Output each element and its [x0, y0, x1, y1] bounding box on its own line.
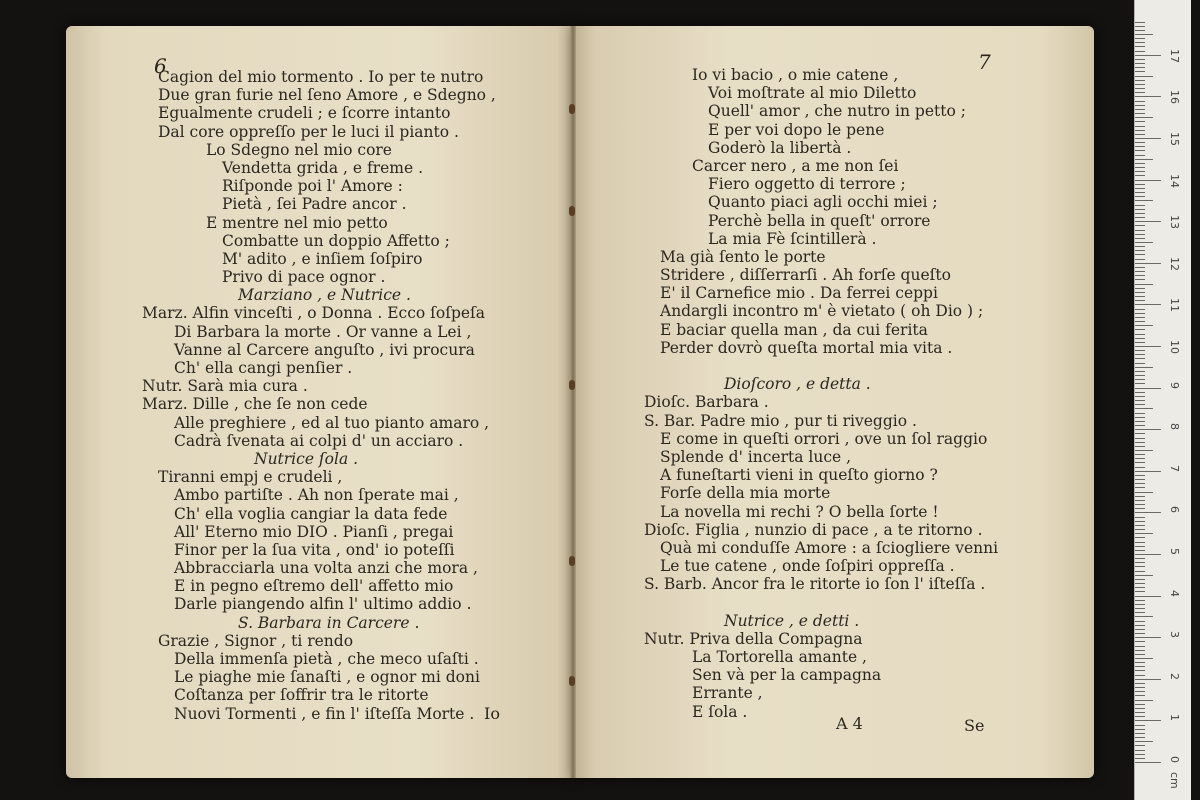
ruler-tick — [1135, 167, 1145, 168]
ruler-tick — [1135, 517, 1145, 518]
ruler-tick — [1135, 342, 1145, 343]
ruler-tick — [1135, 533, 1153, 534]
text-line: S. Barbara in Carcere . — [238, 613, 420, 632]
ruler-tick — [1135, 512, 1161, 513]
text-line: Privo di pace ognor . — [222, 268, 386, 287]
text-line: Forſe della mia morte — [660, 484, 831, 503]
ruler-tick — [1135, 254, 1145, 255]
right-catchword: Se — [964, 716, 985, 735]
ruler-tick — [1135, 454, 1145, 455]
ruler-label: 6 — [1168, 506, 1181, 514]
ruler-tick — [1135, 130, 1145, 131]
ruler-label: 10 — [1168, 340, 1181, 354]
text-line: Vendetta grida , e freme . — [222, 158, 424, 177]
ruler-tick — [1135, 658, 1153, 659]
ruler-tick — [1135, 591, 1145, 592]
ruler-tick — [1135, 217, 1145, 218]
ruler-tick — [1135, 467, 1145, 468]
text-line: Egualmente crudeli ; e ſcorre intanto — [158, 104, 451, 123]
ruler-tick — [1135, 76, 1153, 77]
ruler-tick — [1135, 687, 1145, 688]
ruler-unit-label: cm — [1168, 772, 1181, 789]
text-line: Riſponde poi l' Amore : — [222, 177, 403, 196]
ruler-tick — [1135, 134, 1145, 135]
text-line: A funeſtarti vieni in queſto giorno ? — [660, 466, 938, 485]
ruler-tick — [1135, 675, 1145, 676]
ruler-tick — [1135, 683, 1145, 684]
text-line: Splende d' incerta luce , — [660, 447, 852, 466]
ruler-tick — [1135, 379, 1145, 380]
ruler-tick — [1135, 708, 1145, 709]
text-line: Ch' ella cangi penſier . — [174, 359, 353, 377]
text-line: Quà mi conduſſe Amore : a ſciogliere venni — [660, 538, 999, 557]
ruler-tick — [1135, 192, 1145, 193]
ruler-tick — [1135, 338, 1145, 339]
ruler-tick — [1135, 180, 1161, 181]
ruler-tick — [1135, 716, 1145, 717]
ruler-tick — [1135, 733, 1145, 734]
text-line: Dal core oppreſſo per le luci il pianto . — [158, 122, 459, 141]
ruler-tick — [1135, 325, 1153, 326]
ruler-tick — [1135, 691, 1145, 692]
ruler-label: 1 — [1168, 714, 1181, 722]
ruler-tick — [1135, 46, 1145, 47]
ruler-tick — [1135, 38, 1145, 39]
text-line: Perder dovrò queſta mortal mia vita . — [660, 338, 953, 357]
text-line: Marziano , e Nutrice . — [238, 286, 411, 305]
ruler-tick — [1135, 363, 1145, 364]
ruler-tick — [1135, 637, 1161, 638]
ruler-tick — [1135, 159, 1153, 160]
text-line: Voi moſtrate al mio Diletto — [708, 84, 917, 103]
ruler-tick — [1135, 654, 1145, 655]
ruler-tick — [1135, 196, 1145, 197]
ruler-tick — [1135, 400, 1145, 401]
ruler-tick — [1135, 284, 1153, 285]
ruler-tick — [1135, 404, 1145, 405]
ruler-tick — [1135, 666, 1145, 667]
ruler-tick — [1135, 629, 1145, 630]
ruler-tick — [1135, 720, 1161, 721]
ruler-tick — [1135, 604, 1145, 605]
text-line: E per voi dopo le pene — [708, 120, 885, 139]
right-page-number: 7 — [978, 50, 991, 74]
ruler-tick — [1135, 371, 1145, 372]
ruler-tick — [1135, 267, 1145, 268]
ruler-tick — [1135, 42, 1145, 43]
signature-mark: A 4 — [836, 714, 863, 733]
text-line — [628, 357, 998, 375]
ruler-tick — [1135, 309, 1145, 310]
ruler-tick — [1135, 375, 1145, 376]
ruler-tick — [1135, 758, 1145, 759]
left-page-number: 6 — [154, 54, 167, 78]
ruler-tick — [1135, 500, 1145, 501]
text-line: Io vi bacio , o mie catene , — [692, 66, 899, 84]
ruler-tick — [1135, 745, 1145, 746]
text-line: Quell' amor , che nutro in petto ; — [708, 102, 966, 121]
ruler-tick — [1135, 442, 1145, 443]
ruler-tick — [1135, 288, 1145, 289]
text-line: Finor per la ſua vita , ond' io poteſſi — [174, 540, 455, 559]
ruler-tick — [1135, 458, 1145, 459]
ruler-tick — [1135, 234, 1145, 235]
ruler-tick — [1135, 633, 1145, 634]
ruler-tick — [1135, 230, 1145, 231]
ruler-tick — [1135, 566, 1145, 567]
ruler-tick — [1135, 546, 1145, 547]
left-catchword: Io — [484, 704, 500, 723]
ruler-tick — [1135, 662, 1145, 663]
ruler-tick — [1135, 754, 1145, 755]
ruler-tick — [1135, 121, 1145, 122]
ruler-tick — [1135, 200, 1153, 201]
ruler-tick — [1135, 670, 1145, 671]
ruler-tick — [1135, 679, 1161, 680]
text-line: Due gran furie nel ſeno Amore , e Sdegno , — [158, 86, 496, 105]
ruler-tick — [1135, 695, 1145, 696]
text-line: S. Bar. Padre mio , pur ti riveggio . — [644, 411, 917, 430]
ruler-tick — [1135, 421, 1145, 422]
ruler-tick — [1135, 600, 1145, 601]
text-line: Fiero oggetto di terrore ; — [708, 175, 906, 194]
binding-stitch — [569, 556, 575, 566]
ruler-tick — [1135, 67, 1145, 68]
ruler-tick — [1135, 263, 1161, 264]
ruler-tick — [1135, 175, 1145, 176]
text-line: Marz. Alfin vinceſti , o Donna . Ecco ſoſpeſa — [142, 304, 486, 323]
text-line: Nutr. Priva della Compagna — [644, 629, 863, 648]
ruler-tick — [1135, 571, 1145, 572]
text-line — [628, 593, 998, 611]
ruler-tick — [1135, 741, 1153, 742]
text-line: Le tue catene , onde ſoſpiri oppreſſa . — [660, 557, 955, 576]
ruler-tick — [1135, 55, 1161, 56]
text-line: Dioſcoro , e detta . — [724, 375, 871, 394]
ruler-tick — [1135, 92, 1145, 93]
ruler-tick — [1135, 583, 1145, 584]
ruler-tick — [1135, 300, 1145, 301]
ruler-tick — [1135, 496, 1145, 497]
ruler-tick — [1135, 26, 1145, 27]
ruler-tick — [1135, 113, 1145, 114]
ruler-tick — [1135, 84, 1145, 85]
ruler-tick — [1135, 521, 1145, 522]
ruler-tick — [1135, 725, 1145, 726]
text-line: Nutrice ſola . — [254, 449, 359, 468]
ruler-tick — [1135, 562, 1145, 563]
ruler-tick — [1135, 462, 1145, 463]
text-line: Lo Sdegno nel mio core — [206, 140, 392, 159]
text-line: Alle preghiere , ed al tuo pianto amaro , — [174, 413, 490, 432]
ruler-tick — [1135, 479, 1145, 480]
ruler-tick — [1135, 762, 1161, 763]
book-gutter — [570, 26, 576, 778]
ruler-tick — [1135, 88, 1145, 89]
text-line: Carcer nero , a me non ſei — [692, 156, 899, 175]
ruler-tick — [1135, 51, 1145, 52]
ruler-tick — [1135, 641, 1145, 642]
text-line: Goderò la libertà . — [708, 138, 852, 157]
ruler-tick — [1135, 279, 1145, 280]
ruler-label: 0 — [1168, 756, 1181, 763]
text-line: Stridere , diſſerrarſi . Ah forſe queſto — [660, 266, 951, 285]
ruler-tick — [1135, 313, 1145, 314]
ruler-tick — [1135, 492, 1153, 493]
ruler-tick — [1135, 646, 1145, 647]
ruler-tick — [1135, 105, 1145, 106]
text-line: All' Eterno mio DIO . Pianſi , pregai — [174, 522, 454, 541]
text-line: Perchè bella in queſt' orrore — [708, 211, 931, 230]
ruler-tick — [1135, 408, 1153, 409]
ruler-label: 14 — [1168, 173, 1181, 188]
ruler-tick — [1135, 729, 1145, 730]
ruler-tick — [1135, 138, 1161, 139]
text-line: Coſtanza per ſoffrir tra le ritorte — [174, 686, 429, 705]
text-line: Combatte un doppio Affetto ; — [222, 231, 450, 250]
ruler-tick — [1135, 71, 1145, 72]
text-line: Marz. Dille , che ſe non cede — [142, 395, 368, 414]
ruler-tick — [1135, 150, 1145, 151]
ruler-tick — [1135, 429, 1161, 430]
ruler-tick — [1135, 558, 1145, 559]
ruler-tick — [1135, 250, 1145, 251]
ruler-tick — [1135, 579, 1145, 580]
text-line: Grazie , Signor , ti rendo — [158, 631, 354, 650]
ruler-label: 5 — [1168, 548, 1181, 555]
ruler-tick — [1135, 483, 1145, 484]
ruler-tick — [1135, 171, 1145, 172]
ruler-tick — [1135, 146, 1145, 147]
text-line: E ſola . — [692, 702, 748, 721]
text-line: Vanne al Carcere anguſto , ivi procura — [174, 340, 475, 359]
text-line: Cagion del mio tormento . Io per te nutro — [158, 68, 484, 86]
ruler-label: 13 — [1168, 215, 1181, 230]
ruler-label: 4 — [1168, 589, 1181, 597]
ruler-tick — [1135, 242, 1153, 243]
text-line: Nutrice , e detti . — [724, 611, 860, 630]
ruler-tick — [1135, 304, 1161, 305]
text-line: Ambo partiſte . Ah non ſperate mai , — [174, 486, 459, 505]
ruler-tick — [1135, 413, 1145, 414]
ruler-tick — [1135, 596, 1161, 597]
ruler-tick — [1135, 225, 1145, 226]
ruler-tick — [1135, 542, 1145, 543]
ruler-label: 16 — [1168, 90, 1181, 105]
ruler-tick — [1135, 537, 1145, 538]
text-line: Darle piangendo alfin l' ultimo addio . — [174, 595, 472, 614]
ruler-tick — [1135, 34, 1153, 35]
ruler-tick — [1135, 450, 1153, 451]
ruler-label: 15 — [1168, 132, 1181, 146]
ruler-tick — [1135, 529, 1145, 530]
text-line: Andargli incontro m' è vietato ( oh Dio ) ; — [660, 302, 984, 321]
ruler-tick — [1135, 417, 1145, 418]
ruler-tick — [1135, 358, 1145, 359]
text-line: S. Barb. Ancor fra le ritorte io ſon l' iſteſſa . — [644, 575, 986, 594]
ruler-tick — [1135, 296, 1145, 297]
ruler-tick — [1135, 712, 1145, 713]
ruler-tick — [1135, 238, 1145, 239]
text-line: Dioſc. Barbara . — [644, 393, 769, 412]
ruler-tick — [1135, 350, 1145, 351]
ruler-tick — [1135, 292, 1145, 293]
text-line: E mentre nel mio petto — [206, 213, 388, 232]
text-line: E' il Carnefice mio . Da ferrei ceppi — [660, 284, 938, 303]
ruler-tick — [1135, 612, 1145, 613]
ruler-tick — [1135, 59, 1145, 60]
ruler-tick — [1135, 487, 1145, 488]
text-line: La novella mi rechi ? O bella ſorte ! — [660, 502, 939, 521]
ruler-tick — [1135, 155, 1145, 156]
ruler-tick — [1135, 221, 1161, 222]
ruler-tick — [1135, 616, 1153, 617]
ruler-tick — [1135, 346, 1161, 347]
binding-stitch — [569, 676, 575, 686]
ruler-tick — [1135, 163, 1145, 164]
ruler-tick — [1135, 396, 1145, 397]
ruler-tick — [1135, 621, 1145, 622]
ruler-tick — [1135, 737, 1145, 738]
text-line: Dioſc. Figlia , nunzio di pace , a te ritorno . — [644, 520, 983, 539]
ruler-tick — [1135, 608, 1145, 609]
ruler-tick — [1135, 80, 1145, 81]
ruler-tick — [1135, 525, 1145, 526]
ruler-label: 3 — [1168, 631, 1181, 639]
binding-stitch — [569, 380, 575, 390]
ruler-tick — [1135, 504, 1145, 505]
ruler-tick — [1135, 367, 1153, 368]
binding-stitch — [569, 206, 575, 216]
ruler-tick — [1135, 650, 1145, 651]
ruler-tick — [1135, 354, 1145, 355]
ruler-tick — [1135, 184, 1145, 185]
text-line: Quanto piaci agli occhi miei ; — [708, 193, 938, 212]
ruler-label: 9 — [1168, 381, 1181, 389]
measuring-ruler — [1134, 0, 1191, 800]
text-line: E baciar quella man , da cui ferita — [660, 320, 928, 339]
ruler-tick — [1135, 471, 1161, 472]
ruler-tick — [1135, 271, 1145, 272]
ruler-tick — [1135, 433, 1145, 434]
ruler-tick — [1135, 700, 1153, 701]
ruler-tick — [1135, 425, 1145, 426]
ruler-label: 8 — [1168, 423, 1181, 431]
text-line: E in pegno eſtremo dell' affetto mio — [174, 577, 454, 596]
ruler-tick — [1135, 96, 1161, 97]
ruler-tick — [1135, 142, 1145, 143]
ruler-tick — [1135, 188, 1145, 189]
ruler-tick — [1135, 321, 1145, 322]
ruler-tick — [1135, 587, 1145, 588]
ruler-tick — [1135, 554, 1161, 555]
ruler-tick — [1135, 101, 1145, 102]
text-line: Ma già ſento le porte — [660, 247, 826, 266]
ruler-tick — [1135, 259, 1145, 260]
ruler-tick — [1135, 475, 1145, 476]
ruler-tick — [1135, 63, 1145, 64]
ruler-tick — [1135, 392, 1145, 393]
ruler-tick — [1135, 275, 1145, 276]
text-line: M' adito , e inſiem ſoſpiro — [222, 249, 423, 268]
text-line: Abbracciarla una volta anzi che mora , — [174, 559, 478, 578]
ruler-tick — [1135, 334, 1145, 335]
text-line: Errante , — [692, 684, 763, 703]
ruler-tick — [1135, 109, 1145, 110]
ruler-label: 2 — [1168, 672, 1181, 680]
ruler-tick — [1135, 550, 1145, 551]
ruler-tick — [1135, 30, 1145, 31]
open-book — [66, 26, 1094, 778]
ruler-tick — [1135, 446, 1145, 447]
ruler-tick — [1135, 126, 1145, 127]
text-line: Nutr. Sarà mia cura . — [142, 377, 308, 396]
ruler-tick — [1135, 246, 1145, 247]
text-line: Pietà , ſei Padre ancor . — [222, 195, 407, 214]
ruler-tick — [1135, 575, 1153, 576]
ruler-tick — [1135, 750, 1145, 751]
text-line: Tiranni empj e crudeli , — [158, 468, 343, 487]
right-page-text — [628, 66, 998, 721]
ruler-tick — [1135, 508, 1145, 509]
ruler-tick — [1135, 388, 1161, 389]
left-page — [66, 26, 572, 778]
ruler-tick — [1135, 209, 1145, 210]
ruler-tick — [1135, 438, 1145, 439]
text-line: Della immenſa pietà , che meco uſaſti . — [174, 650, 479, 668]
binding-stitch — [569, 104, 575, 114]
ruler-label: 17 — [1168, 48, 1181, 63]
ruler-tick — [1135, 704, 1145, 705]
ruler-tick — [1135, 117, 1153, 118]
text-line: Sen và per la campagna — [692, 666, 882, 685]
ruler-tick — [1135, 383, 1145, 384]
ruler-tick — [1135, 205, 1145, 206]
text-line: Ch' ella voglia cangiar la data fede — [174, 504, 448, 523]
ruler-tick — [1135, 329, 1145, 330]
ruler-tick — [1135, 22, 1145, 23]
text-line: Le piaghe mie ſanaſti , e ognor mi doni — [174, 668, 480, 687]
text-line: La Tortorella amante , — [692, 648, 867, 666]
text-line: Nuovi Tormenti , e fin l' iſteſſa Morte . — [174, 704, 475, 723]
left-page-text — [142, 68, 496, 723]
ruler-tick — [1135, 213, 1145, 214]
text-line: Di Barbara la morte . Or vanne a Lei , — [174, 322, 472, 341]
ruler-tick — [1135, 625, 1145, 626]
ruler-label: 11 — [1168, 298, 1181, 313]
right-page — [574, 26, 1094, 778]
ruler-label: 12 — [1168, 256, 1181, 271]
ruler-label: 7 — [1168, 464, 1181, 472]
text-line: La mia Fè ſcintillerà . — [708, 229, 877, 248]
text-line: Cadrà ſvenata ai colpi d' un acciaro . — [174, 431, 464, 450]
text-line: E come in queſti orrori , ove un ſol raggio — [660, 429, 988, 448]
ruler-tick — [1135, 317, 1145, 318]
